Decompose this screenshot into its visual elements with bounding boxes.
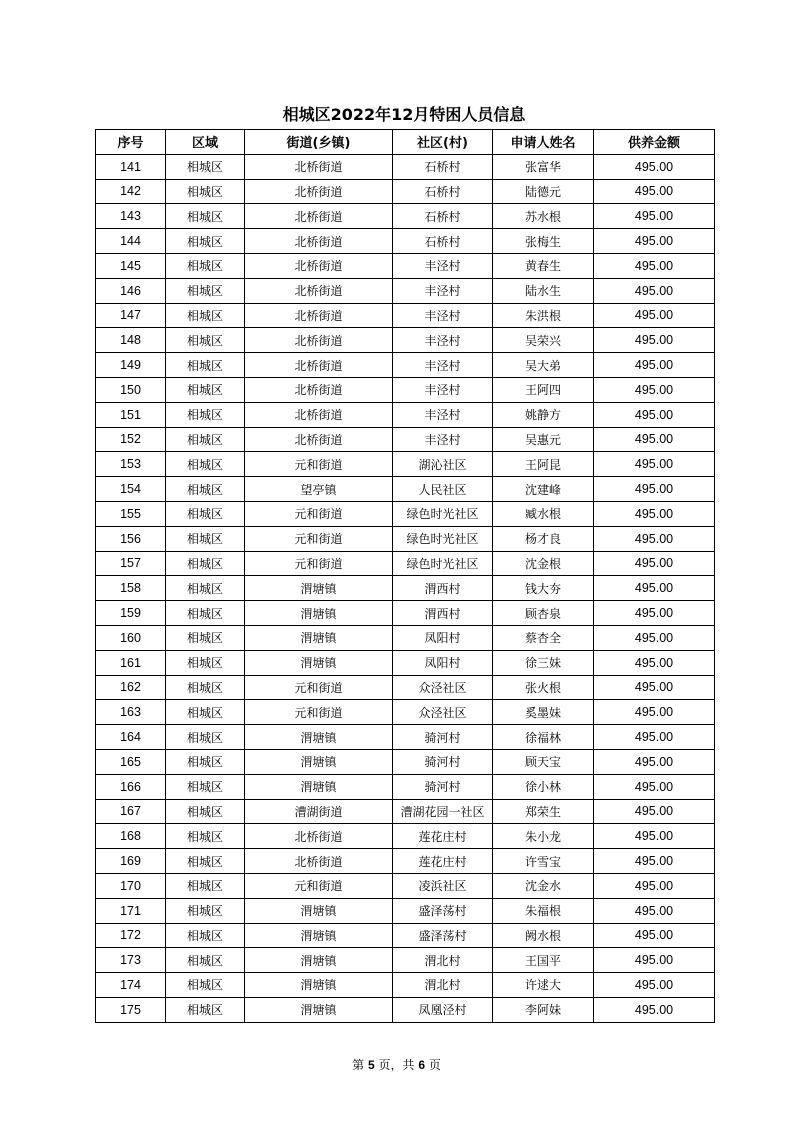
cell-index: 170 — [96, 873, 166, 898]
cell-district: 相城区 — [166, 427, 245, 452]
table-row — [96, 799, 715, 824]
cell-district: 相城区 — [166, 849, 245, 874]
cell-index: 166 — [96, 774, 166, 799]
cell-applicant: 沈金根 — [493, 551, 594, 576]
footer-prefix: 第 — [352, 1058, 365, 1072]
page-footer — [0, 1056, 793, 1073]
cell-street: 北桥街道 — [245, 229, 393, 254]
cell-amount: 495.00 — [594, 501, 715, 526]
cell-district: 相城区 — [166, 898, 245, 923]
cell-community: 盛泽荡村 — [393, 898, 493, 923]
cell-applicant: 顾杏泉 — [493, 601, 594, 626]
cell-street: 元和街道 — [245, 873, 393, 898]
cell-district: 相城区 — [166, 526, 245, 551]
cell-community: 绿色时光社区 — [393, 551, 493, 576]
cell-district: 相城区 — [166, 328, 245, 353]
cell-community: 渭西村 — [393, 601, 493, 626]
cell-amount: 495.00 — [594, 923, 715, 948]
cell-index: 150 — [96, 377, 166, 402]
cell-district: 相城区 — [166, 824, 245, 849]
cell-street: 元和街道 — [245, 452, 393, 477]
cell-amount: 495.00 — [594, 154, 715, 179]
cell-community: 湖沁社区 — [393, 452, 493, 477]
cell-amount: 495.00 — [594, 204, 715, 229]
footer-page-number: 5 — [367, 1058, 375, 1072]
cell-index: 164 — [96, 725, 166, 750]
cell-community: 骑河村 — [393, 749, 493, 774]
cell-street: 北桥街道 — [245, 253, 393, 278]
cell-district: 相城区 — [166, 700, 245, 725]
cell-amount: 495.00 — [594, 799, 715, 824]
table-row — [96, 675, 715, 700]
cell-applicant: 陆德元 — [493, 179, 594, 204]
cell-applicant: 沈建峰 — [493, 477, 594, 502]
table-row — [96, 774, 715, 799]
cell-street: 渭塘镇 — [245, 601, 393, 626]
header-district: 区域 — [166, 130, 245, 155]
cell-applicant: 许逑大 — [493, 973, 594, 998]
cell-index: 175 — [96, 997, 166, 1022]
cell-district: 相城区 — [166, 923, 245, 948]
cell-street: 元和街道 — [245, 501, 393, 526]
cell-street: 渭塘镇 — [245, 973, 393, 998]
cell-district: 相城区 — [166, 253, 245, 278]
cell-amount: 495.00 — [594, 675, 715, 700]
cell-applicant: 陆水生 — [493, 278, 594, 303]
cell-applicant: 阙水根 — [493, 923, 594, 948]
cell-index: 162 — [96, 675, 166, 700]
cell-community: 丰泾村 — [393, 328, 493, 353]
cell-community: 漕湖花园一社区 — [393, 799, 493, 824]
cell-amount: 495.00 — [594, 303, 715, 328]
cell-applicant: 钱大夯 — [493, 576, 594, 601]
cell-applicant: 郑荣生 — [493, 799, 594, 824]
table-row — [96, 154, 715, 179]
cell-street: 渭塘镇 — [245, 749, 393, 774]
cell-applicant: 蔡杏全 — [493, 625, 594, 650]
cell-community: 丰泾村 — [393, 253, 493, 278]
cell-amount: 495.00 — [594, 625, 715, 650]
cell-index: 142 — [96, 179, 166, 204]
cell-amount: 495.00 — [594, 526, 715, 551]
cell-applicant: 苏水根 — [493, 204, 594, 229]
table-row — [96, 576, 715, 601]
cell-amount: 495.00 — [594, 824, 715, 849]
cell-district: 相城区 — [166, 303, 245, 328]
cell-district: 相城区 — [166, 278, 245, 303]
table-row — [96, 402, 715, 427]
cell-index: 165 — [96, 749, 166, 774]
cell-index: 167 — [96, 799, 166, 824]
cell-district: 相城区 — [166, 576, 245, 601]
footer-total-pages: 6 — [418, 1058, 426, 1072]
cell-street: 北桥街道 — [245, 427, 393, 452]
cell-applicant: 徐福林 — [493, 725, 594, 750]
cell-applicant: 朱小龙 — [493, 824, 594, 849]
table-row — [96, 997, 715, 1022]
cell-index: 174 — [96, 973, 166, 998]
cell-street: 北桥街道 — [245, 824, 393, 849]
cell-community: 石桥村 — [393, 229, 493, 254]
cell-community: 莲花庄村 — [393, 824, 493, 849]
table-row — [96, 551, 715, 576]
cell-district: 相城区 — [166, 353, 245, 378]
cell-index: 152 — [96, 427, 166, 452]
cell-community: 莲花庄村 — [393, 849, 493, 874]
cell-index: 159 — [96, 601, 166, 626]
cell-community: 丰泾村 — [393, 353, 493, 378]
cell-amount: 495.00 — [594, 278, 715, 303]
cell-district: 相城区 — [166, 997, 245, 1022]
table-row — [96, 452, 715, 477]
cell-applicant: 吴惠元 — [493, 427, 594, 452]
cell-applicant: 朱福根 — [493, 898, 594, 923]
table-row — [96, 377, 715, 402]
cell-applicant: 顾天宝 — [493, 749, 594, 774]
table-row — [96, 948, 715, 973]
cell-district: 相城区 — [166, 452, 245, 477]
cell-community: 凌浜社区 — [393, 873, 493, 898]
table-row — [96, 898, 715, 923]
cell-index: 154 — [96, 477, 166, 502]
cell-community: 渭北村 — [393, 973, 493, 998]
table-row — [96, 278, 715, 303]
cell-street: 北桥街道 — [245, 179, 393, 204]
cell-district: 相城区 — [166, 873, 245, 898]
cell-street: 望亭镇 — [245, 477, 393, 502]
cell-index: 173 — [96, 948, 166, 973]
cell-community: 绿色时光社区 — [393, 526, 493, 551]
table-row — [96, 601, 715, 626]
cell-community: 众泾社区 — [393, 700, 493, 725]
cell-district: 相城区 — [166, 650, 245, 675]
cell-index: 158 — [96, 576, 166, 601]
cell-amount: 495.00 — [594, 179, 715, 204]
cell-street: 北桥街道 — [245, 849, 393, 874]
table-header-row — [96, 130, 715, 155]
cell-district: 相城区 — [166, 973, 245, 998]
cell-district: 相城区 — [166, 501, 245, 526]
cell-community: 凤凰泾村 — [393, 997, 493, 1022]
cell-applicant: 奚墨妹 — [493, 700, 594, 725]
cell-amount: 495.00 — [594, 725, 715, 750]
cell-index: 172 — [96, 923, 166, 948]
cell-applicant: 徐小林 — [493, 774, 594, 799]
cell-applicant: 臧水根 — [493, 501, 594, 526]
cell-amount: 495.00 — [594, 749, 715, 774]
table-row — [96, 253, 715, 278]
cell-district: 相城区 — [166, 477, 245, 502]
cell-street: 北桥街道 — [245, 402, 393, 427]
cell-community: 骑河村 — [393, 774, 493, 799]
table-row — [96, 179, 715, 204]
cell-index: 144 — [96, 229, 166, 254]
cell-district: 相城区 — [166, 948, 245, 973]
table-row — [96, 625, 715, 650]
cell-street: 渭塘镇 — [245, 948, 393, 973]
cell-amount: 495.00 — [594, 253, 715, 278]
cell-community: 凤阳村 — [393, 625, 493, 650]
cell-community: 盛泽荡村 — [393, 923, 493, 948]
cell-street: 渭塘镇 — [245, 923, 393, 948]
cell-street: 北桥街道 — [245, 328, 393, 353]
cell-street: 渭塘镇 — [245, 576, 393, 601]
header-street: 街道(乡镇) — [245, 130, 393, 155]
cell-amount: 495.00 — [594, 948, 715, 973]
table-row — [96, 650, 715, 675]
cell-community: 人民社区 — [393, 477, 493, 502]
table-row — [96, 923, 715, 948]
table-row — [96, 700, 715, 725]
cell-amount: 495.00 — [594, 601, 715, 626]
cell-community: 丰泾村 — [393, 402, 493, 427]
cell-index: 161 — [96, 650, 166, 675]
cell-street: 北桥街道 — [245, 353, 393, 378]
cell-index: 160 — [96, 625, 166, 650]
cell-street: 渭塘镇 — [245, 997, 393, 1022]
table-row — [96, 303, 715, 328]
cell-district: 相城区 — [166, 725, 245, 750]
cell-district: 相城区 — [166, 625, 245, 650]
cell-applicant: 张火根 — [493, 675, 594, 700]
cell-amount: 495.00 — [594, 402, 715, 427]
cell-street: 北桥街道 — [245, 154, 393, 179]
header-community: 社区(村) — [393, 130, 493, 155]
cell-index: 156 — [96, 526, 166, 551]
cell-street: 渭塘镇 — [245, 898, 393, 923]
cell-community: 石桥村 — [393, 154, 493, 179]
cell-street: 渭塘镇 — [245, 774, 393, 799]
cell-applicant: 吴荣兴 — [493, 328, 594, 353]
cell-amount: 495.00 — [594, 477, 715, 502]
cell-district: 相城区 — [166, 229, 245, 254]
cell-community: 丰泾村 — [393, 377, 493, 402]
cell-street: 漕湖街道 — [245, 799, 393, 824]
cell-amount: 495.00 — [594, 774, 715, 799]
cell-district: 相城区 — [166, 799, 245, 824]
cell-applicant: 张富华 — [493, 154, 594, 179]
cell-street: 北桥街道 — [245, 204, 393, 229]
cell-amount: 495.00 — [594, 551, 715, 576]
table-row — [96, 526, 715, 551]
cell-community: 石桥村 — [393, 179, 493, 204]
cell-index: 145 — [96, 253, 166, 278]
cell-street: 元和街道 — [245, 675, 393, 700]
cell-district: 相城区 — [166, 204, 245, 229]
table-row — [96, 749, 715, 774]
cell-index: 148 — [96, 328, 166, 353]
cell-index: 163 — [96, 700, 166, 725]
cell-index: 146 — [96, 278, 166, 303]
cell-index: 171 — [96, 898, 166, 923]
cell-amount: 495.00 — [594, 700, 715, 725]
table-row — [96, 204, 715, 229]
cell-community: 凤阳村 — [393, 650, 493, 675]
cell-amount: 495.00 — [594, 898, 715, 923]
table-row — [96, 427, 715, 452]
table-row — [96, 973, 715, 998]
cell-applicant: 吴大弟 — [493, 353, 594, 378]
cell-community: 渭北村 — [393, 948, 493, 973]
cell-community: 丰泾村 — [393, 303, 493, 328]
cell-district: 相城区 — [166, 675, 245, 700]
table-row — [96, 229, 715, 254]
cell-applicant: 徐三妹 — [493, 650, 594, 675]
cell-amount: 495.00 — [594, 650, 715, 675]
cell-index: 168 — [96, 824, 166, 849]
cell-amount: 495.00 — [594, 328, 715, 353]
cell-community: 丰泾村 — [393, 427, 493, 452]
cell-street: 渭塘镇 — [245, 725, 393, 750]
cell-community: 众泾社区 — [393, 675, 493, 700]
cell-index: 169 — [96, 849, 166, 874]
cell-applicant: 王阿昆 — [493, 452, 594, 477]
table-row — [96, 873, 715, 898]
cell-applicant: 许雪宝 — [493, 849, 594, 874]
cell-district: 相城区 — [166, 551, 245, 576]
cell-applicant: 张梅生 — [493, 229, 594, 254]
cell-applicant: 李阿妹 — [493, 997, 594, 1022]
cell-street: 北桥街道 — [245, 377, 393, 402]
cell-district: 相城区 — [166, 377, 245, 402]
header-index: 序号 — [96, 130, 166, 155]
cell-index: 157 — [96, 551, 166, 576]
table-row — [96, 328, 715, 353]
cell-applicant: 王国平 — [493, 948, 594, 973]
table-row — [96, 477, 715, 502]
cell-amount: 495.00 — [594, 576, 715, 601]
table-row — [96, 824, 715, 849]
cell-applicant: 沈金水 — [493, 873, 594, 898]
header-applicant: 申请人姓名 — [493, 130, 594, 155]
cell-amount: 495.00 — [594, 452, 715, 477]
cell-street: 北桥街道 — [245, 303, 393, 328]
cell-applicant: 黄春生 — [493, 253, 594, 278]
header-amount: 供养金额 — [594, 130, 715, 155]
table-row — [96, 501, 715, 526]
cell-street: 北桥街道 — [245, 278, 393, 303]
cell-amount: 495.00 — [594, 377, 715, 402]
cell-district: 相城区 — [166, 749, 245, 774]
cell-index: 151 — [96, 402, 166, 427]
cell-amount: 495.00 — [594, 427, 715, 452]
cell-amount: 495.00 — [594, 849, 715, 874]
cell-street: 元和街道 — [245, 526, 393, 551]
cell-index: 147 — [96, 303, 166, 328]
cell-community: 绿色时光社区 — [393, 501, 493, 526]
cell-amount: 495.00 — [594, 229, 715, 254]
table-row — [96, 725, 715, 750]
cell-street: 元和街道 — [245, 700, 393, 725]
cell-index: 155 — [96, 501, 166, 526]
cell-district: 相城区 — [166, 601, 245, 626]
cell-index: 143 — [96, 204, 166, 229]
cell-district: 相城区 — [166, 179, 245, 204]
cell-applicant: 姚静方 — [493, 402, 594, 427]
footer-suffix: 页 — [428, 1058, 441, 1072]
page-title: 相城区2022年12月特困人员信息 — [282, 105, 526, 124]
cell-community: 丰泾村 — [393, 278, 493, 303]
cell-district: 相城区 — [166, 774, 245, 799]
cell-applicant: 王阿四 — [493, 377, 594, 402]
table-row — [96, 353, 715, 378]
cell-community: 渭西村 — [393, 576, 493, 601]
cell-applicant: 杨才良 — [493, 526, 594, 551]
cell-applicant: 朱洪根 — [493, 303, 594, 328]
cell-district: 相城区 — [166, 402, 245, 427]
cell-district: 相城区 — [166, 154, 245, 179]
cell-amount: 495.00 — [594, 873, 715, 898]
cell-amount: 495.00 — [594, 353, 715, 378]
footer-middle: 页，共 — [378, 1058, 415, 1072]
cell-amount: 495.00 — [594, 997, 715, 1022]
cell-index: 153 — [96, 452, 166, 477]
cell-street: 渭塘镇 — [245, 650, 393, 675]
cell-index: 141 — [96, 154, 166, 179]
cell-index: 149 — [96, 353, 166, 378]
cell-community: 石桥村 — [393, 204, 493, 229]
personnel-table — [95, 129, 715, 1023]
cell-amount: 495.00 — [594, 973, 715, 998]
cell-street: 渭塘镇 — [245, 625, 393, 650]
cell-street: 元和街道 — [245, 551, 393, 576]
cell-community: 骑河村 — [393, 725, 493, 750]
table-row — [96, 849, 715, 874]
